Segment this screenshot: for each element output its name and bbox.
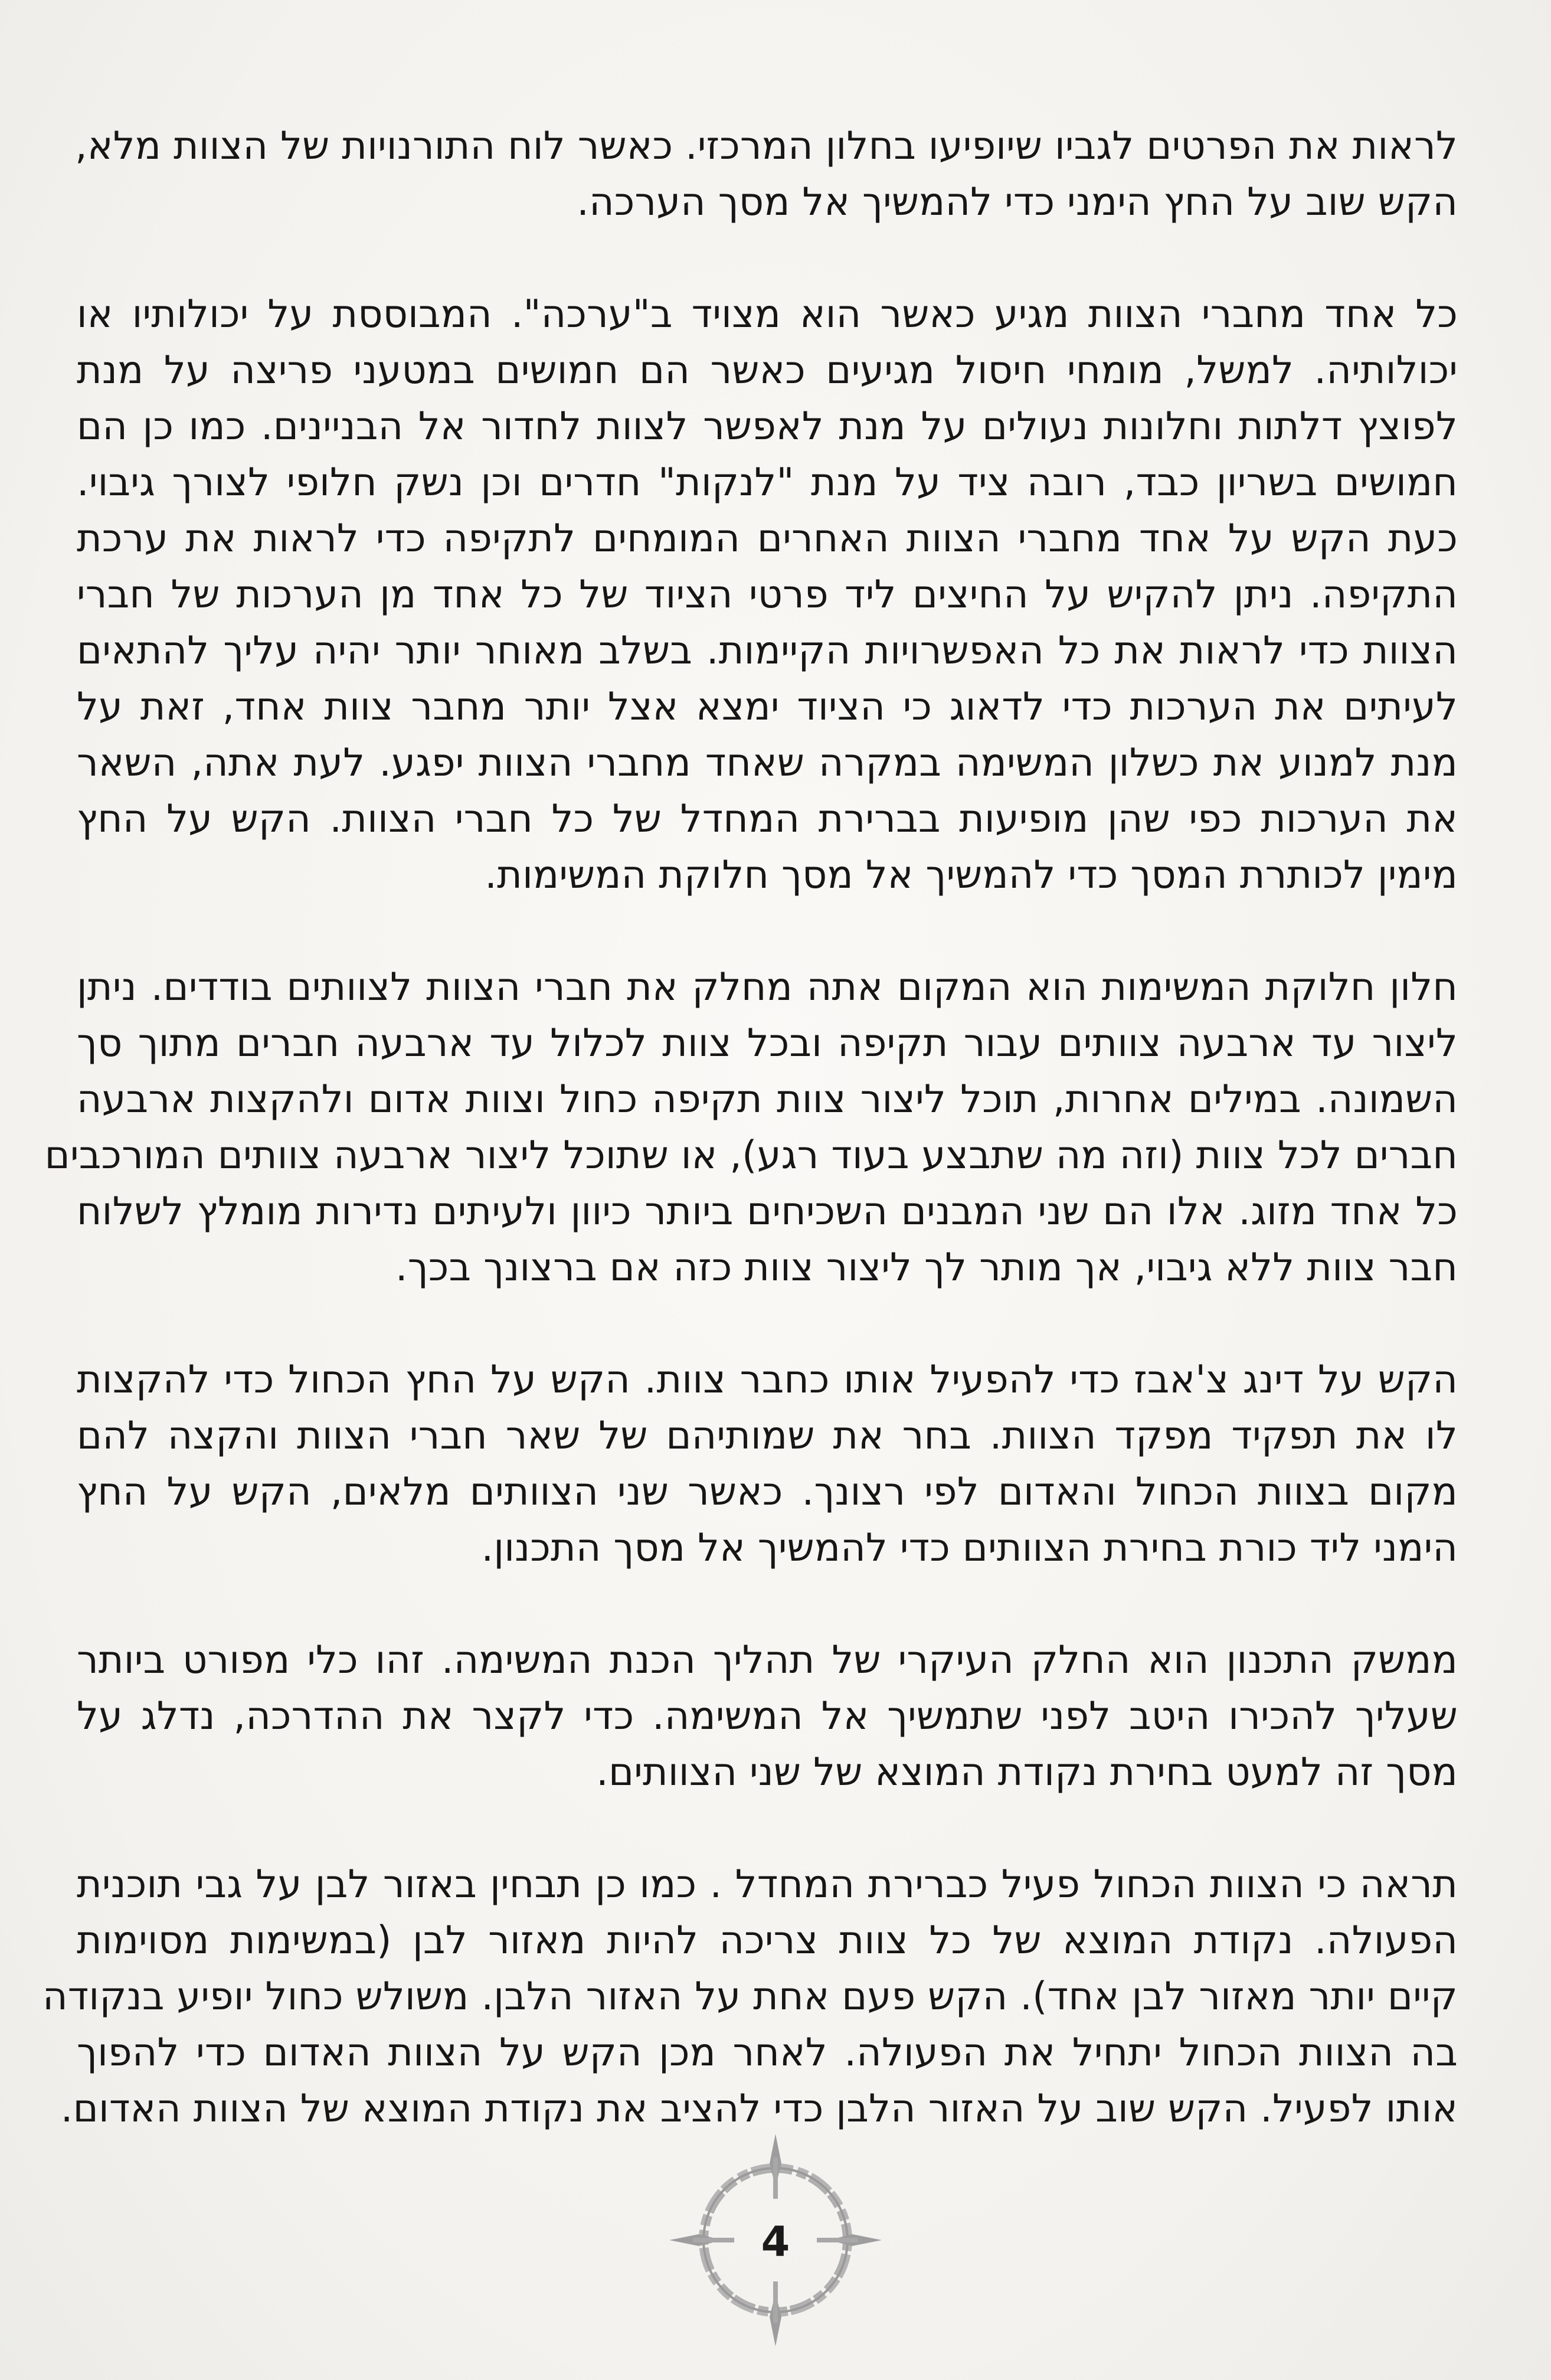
text-line: את הערכות כפי שהן מופיעות בברירת המחדל של כל חברי הצוות. הקש על החץ <box>77 797 1458 841</box>
body-text <box>42 118 1458 2193</box>
text-line: חברים לכל צוות (וזה מה שתבצע בעוד רגע), או שתוכל ליצור ארבעה צוותים המורכבים <box>44 1133 1458 1178</box>
text-line: חמושים בשריון כבד, רובה ציד על מנת "לנקות" חדרים וכן נשק חלופי לצורך גיבוי. <box>77 460 1458 505</box>
text-line: הקש על דינג צ'אבז כדי להפעיל אותו כחבר צוות. הקש על החץ הכחול כדי להקצות <box>77 1358 1458 1402</box>
text-line: השמונה. במילים אחרות, תוכל ליצור צוות תקיפה כחול וצוות אדום ולהקצות ארבעה <box>77 1077 1458 1122</box>
paragraph-3 <box>44 959 1458 1296</box>
text-line: תראה כי הצוות הכחול פעיל כברירת המחדל . כמו כן תבחין באזור לבן על גבי תוכנית <box>77 1862 1458 1907</box>
text-line: התקיפה. ניתן להקיש על החיצים ליד פרטי הציוד של כל אחד מן הערכות של חברי <box>77 573 1458 617</box>
text-line: יכולותיה. למשל, מומחי חיסול מגיעים כאשר הם חמושים במטעני פריצה על מנת <box>77 348 1458 393</box>
text-line: חבר צוות ללא גיבוי, אך מותר לך ליצור צוות כזה אם ברצונך בכך. <box>395 1245 1458 1290</box>
text-line: לעיתים את הערכות כדי לדאוג כי הציוד ימצא אצל יותר מחבר צוות אחד, זאת על <box>77 685 1458 729</box>
page-number: 4 <box>761 2218 790 2266</box>
text-line: לו את תפקיד מפקד הצוות. בחר את שמותיהם של שאר חברי הצוות והקצה להם <box>77 1414 1458 1458</box>
text-line: כל אחד מזוג. אלו הם שני המבנים השכיחים ביותר כיוון ולעיתים נדירות מומלץ לשלוח <box>77 1189 1458 1234</box>
text-line: לראות את הפרטים לגביו שיופיעו בחלון המרכזי. כאשר לוח התורנויות של הצוות מלא, <box>75 124 1458 168</box>
text-line: הימני ליד כורת בחירת הצוותים כדי להמשיך אל מסך התכנון. <box>481 1526 1458 1570</box>
text-line: ממשק התכנון הוא החלק העיקרי של תהליך הכנת המשימה. זהו כלי מפורט ביותר <box>77 1638 1458 1682</box>
paragraph-6 <box>42 1856 1458 2137</box>
text-line: לפוצץ דלתות וחלונות נעולים על מנת לאפשר לצוות לחדור אל הבניינים. כמו כן הם <box>77 404 1458 449</box>
text-line: ליצור עד ארבעה צוותים עבור תקיפה ובכל צוות לכלול עד ארבעה חברים מתוך סך <box>77 1021 1458 1065</box>
text-line: מסך זה למעט בחירת נקודת המוצא של שני הצוותים. <box>596 1750 1458 1794</box>
text-line: הקש שוב על החץ הימני כדי להמשיך אל מסך הערכה. <box>577 180 1458 224</box>
text-line: מקום בצוות הכחול והאדום לפי רצונך. כאשר שני הצוותים מלאים, הקש על החץ <box>77 1470 1458 1514</box>
text-line: בה הצוות הכחול יתחיל את הפעולה. לאחר מכן הקש על הצוות האדום כדי להפוך <box>77 2031 1458 2075</box>
text-line: כל אחד מחברי הצוות מגיע כאשר הוא מצויד ב"ערכה". המבוססת על יכולותיו או <box>77 292 1458 336</box>
text-line: מימין לכותרת המסך כדי להמשיך אל מסך חלוקת המשימות. <box>485 853 1458 897</box>
text-line: כעת הקש על אחד מחברי הצוות האחרים המומחים לתקיפה כדי לראות את ערכת <box>77 516 1458 561</box>
text-line: הצוות כדי לראות את כל האפשרויות הקיימות. בשלב מאוחר יותר יהיה עליך להתאים <box>77 629 1458 673</box>
text-line: חלון חלוקת המשימות הוא המקום אתה מחלק את חברי הצוות לצוותים בודדים. ניתן <box>77 965 1458 1009</box>
paragraph-1 <box>77 118 1458 230</box>
paragraph-5 <box>77 1632 1458 1800</box>
page-number-emblem <box>657 2122 894 2358</box>
text-line: קיים יותר מאזור לבן אחד). הקש פעם אחת על האזור הלבן. משולש כחול יופיע בנקודה <box>42 1974 1458 2019</box>
paragraph-2 <box>77 286 1458 903</box>
paragraph-4 <box>77 1352 1458 1576</box>
text-line: מנת למנוע את כשלון המשימה במקרה שאחד מחברי הצוות יפגע. לעת אתה, השאר <box>77 741 1458 785</box>
text-line: אותו לפעיל. הקש שוב על האזור הלבן כדי להציב את נקודת המוצא של הצוות האדום. <box>60 2087 1458 2131</box>
text-line: הפעולה. נקודת המוצא של כל צוות צריכה להיות מאזור לבן (במשימות מסוימות <box>77 1918 1458 1963</box>
text-line: שעליך להכירו היטב לפני שתמשיך אל המשימה. כדי לקצר את ההדרכה, נדלג על <box>77 1694 1458 1738</box>
